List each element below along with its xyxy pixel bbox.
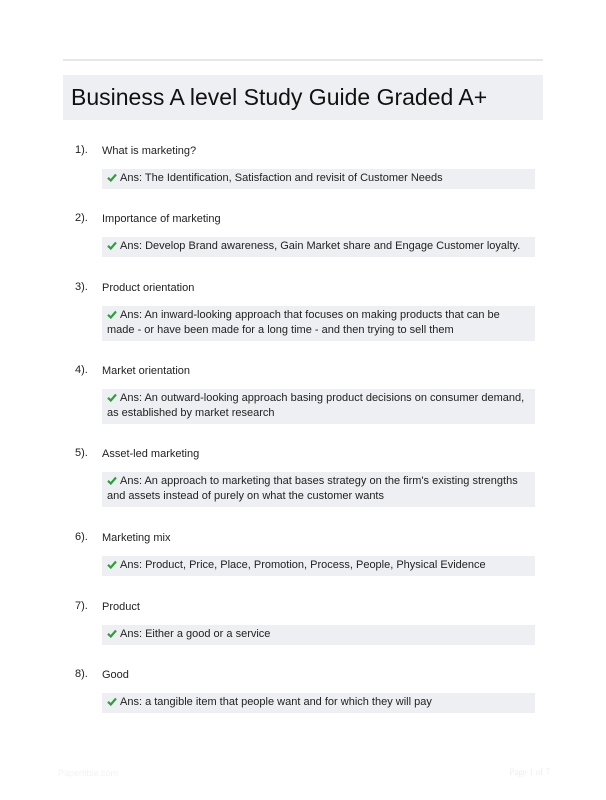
check-icon (107, 560, 117, 569)
answer-text: Ans: The Identification, Satisfaction and revisit of Customer Needs (120, 172, 443, 184)
page-number: Page 1 of 7 (509, 767, 550, 777)
footer-watermark: Papertible.com (58, 768, 119, 778)
check-icon (107, 393, 117, 402)
answer-text: Ans: Develop Brand awareness, Gain Market share and Engage Customer loyalty. (120, 240, 521, 252)
question-number: 6). (75, 531, 88, 543)
answer-box (102, 625, 535, 645)
question-text: Asset-led marketing (102, 448, 200, 460)
check-icon (107, 310, 117, 319)
question-text: Market orientation (102, 365, 191, 377)
question-text: What is marketing? (102, 145, 197, 157)
check-icon (107, 241, 117, 250)
check-icon (107, 173, 117, 182)
question-number: 3). (75, 281, 88, 293)
question-number: 5). (75, 447, 88, 459)
answer-text: Ans: An outward-looking approach basing product decisions on consumer demand, as established by market research (107, 392, 525, 419)
top-rule (63, 59, 543, 61)
question-text: Importance of marketing (102, 213, 221, 225)
check-icon (107, 697, 117, 706)
question-number: 7). (75, 600, 88, 612)
question-number: 2). (75, 212, 88, 224)
document-title: Business A level Study Guide Graded A+ (71, 84, 488, 110)
answer-box (102, 306, 535, 341)
question-text: Product (102, 601, 140, 613)
question-number: 1). (75, 144, 88, 156)
answer-box (102, 389, 535, 424)
question-number: 8). (75, 668, 88, 680)
check-icon (107, 476, 117, 485)
question-text: Product orientation (102, 282, 195, 294)
answer-box (102, 556, 535, 576)
answer-box (102, 693, 535, 713)
answer-box (102, 237, 535, 257)
question-text: Good (102, 669, 129, 681)
answer-text: Ans: An approach to marketing that bases strategy on the firm's existing strengths and assets instead of purely on what the customer wants (107, 475, 518, 502)
check-icon (107, 629, 117, 638)
question-text: Marketing mix (102, 532, 171, 544)
answer-text: Ans: a tangible item that people want and for which they will pay (120, 696, 432, 708)
title-band (63, 75, 543, 120)
question-number: 4). (75, 364, 88, 376)
answer-text: Ans: An inward-looking approach that focuses on making products that can be made - or have been made for a long time - and then trying to sell them (107, 309, 500, 336)
answer-box (102, 169, 535, 189)
answer-text: Ans: Either a good or a service (120, 628, 271, 640)
answer-box (102, 472, 535, 507)
answer-text: Ans: Product, Price, Place, Promotion, Process, People, Physical Evidence (120, 559, 486, 571)
